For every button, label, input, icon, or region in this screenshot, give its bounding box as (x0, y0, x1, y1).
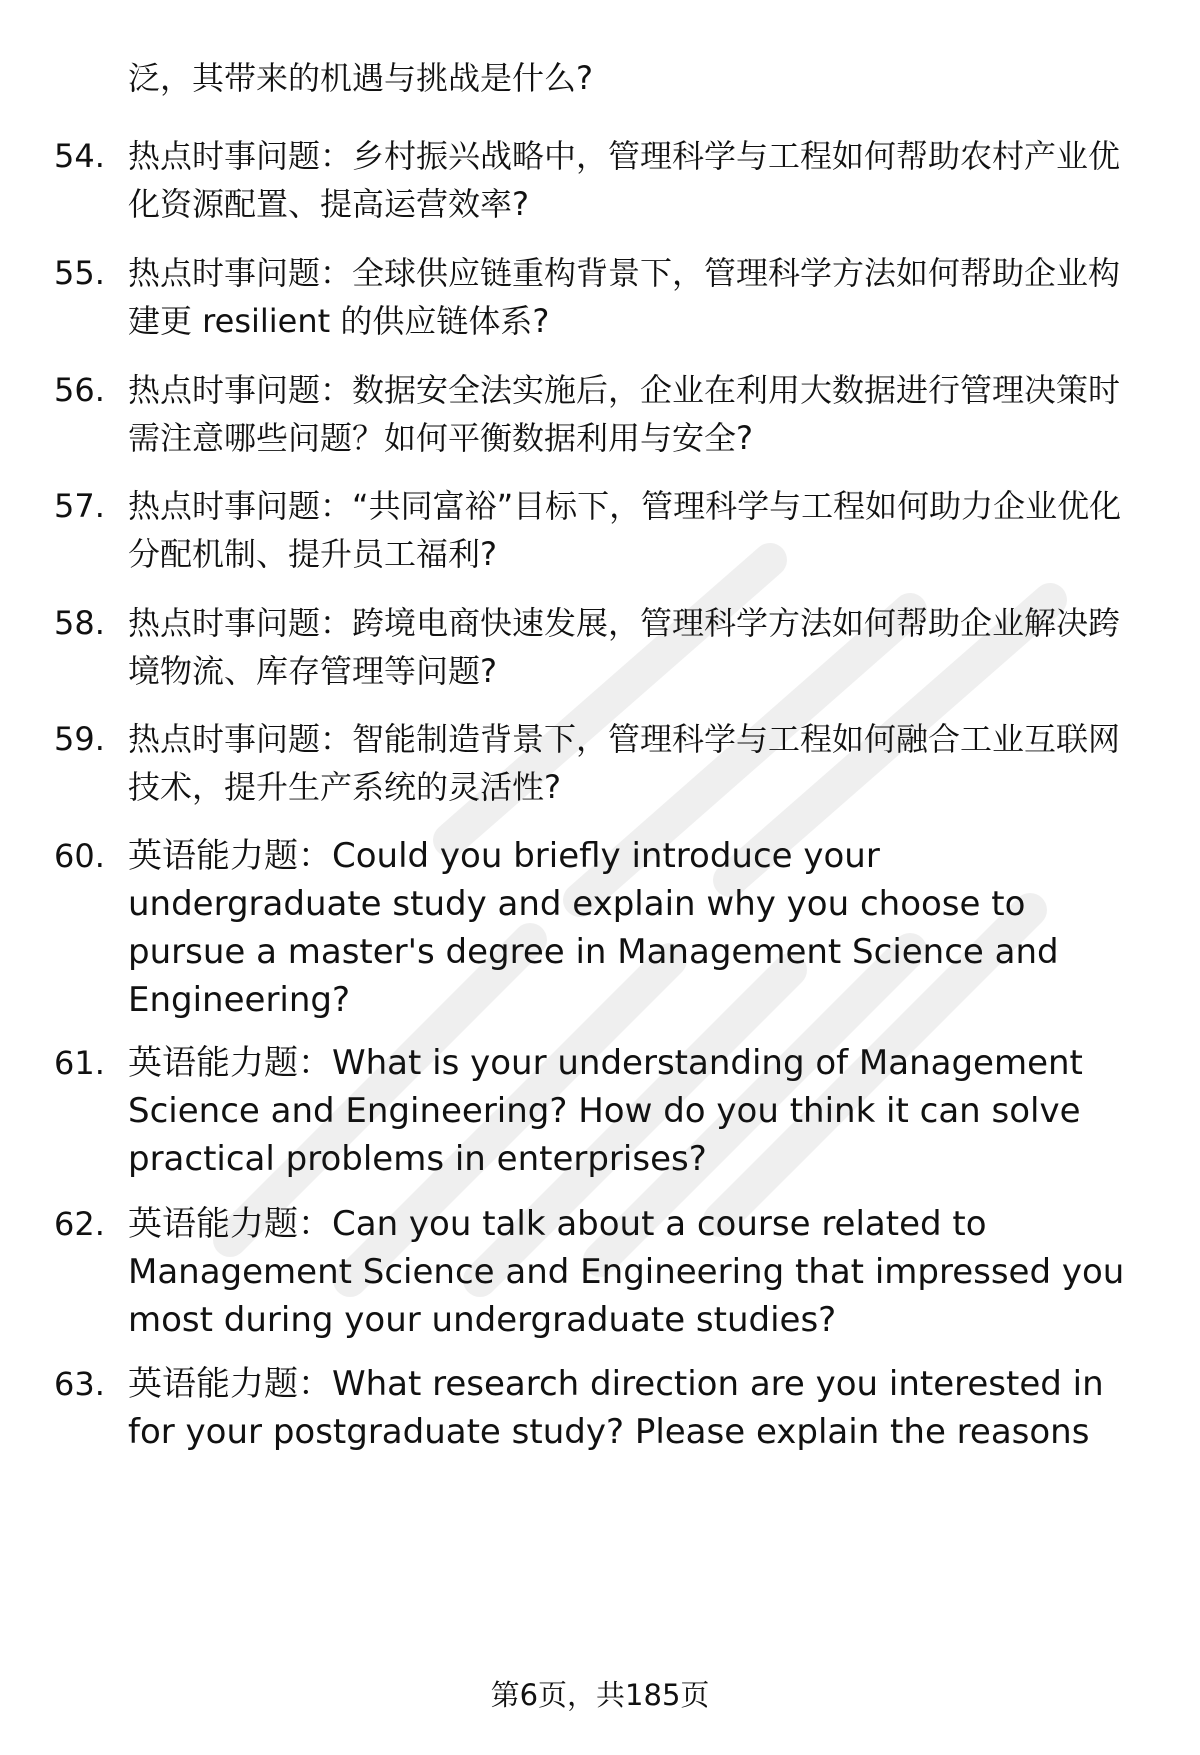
question-number: 61. (54, 1044, 105, 1082)
question-text: 英语能力题：Could you briefly introduce your undergraduate study and explain why you choose to pursue a master's degree in Management Science and Engineering? (128, 836, 1059, 1020)
question-text: 热点时事问题：“共同富裕”目标下，管理科学与工程如何助力企业优化分配机制、提升员工福利? (128, 487, 1122, 573)
question-text: 英语能力题：Can you talk about a course related to Management Science and Engineering that impressed you most during your undergraduate studies? (128, 1204, 1125, 1340)
question-number: 58. (54, 604, 105, 642)
question-text: 英语能力题：What research direction are you interested in for your postgraduate study? Please explain the reasons (128, 1364, 1104, 1452)
question-text: 热点时事问题：跨境电商快速发展，管理科学方法如何帮助企业解决跨境物流、库存管理等问题? (128, 604, 1121, 690)
question-text: 热点时事问题：乡村振兴战略中，管理科学与工程如何帮助农村产业优化资源配置、提高运营效率? (128, 137, 1121, 223)
question-number: 56. (54, 371, 105, 409)
question-number: 62. (54, 1205, 105, 1243)
question-text: 热点时事问题：全球供应链重构背景下，管理科学方法如何帮助企业构建更 resilient 的供应链体系? (128, 254, 1121, 340)
question-number: 54. (54, 137, 105, 175)
question-number: 55. (54, 254, 105, 292)
page-footer: 第6页，共185页 (490, 1678, 710, 1712)
question-text: 热点时事问题：数据安全法实施后，企业在利用大数据进行管理决策时需注意哪些问题？如何平衡数据利用与安全? (128, 371, 1121, 457)
question-number: 60. (54, 837, 105, 875)
question-number: 59. (54, 720, 105, 758)
question-text: 英语能力题：What is your understanding of Management Science and Engineering? How do you think it can solve practical problems in enterprises? (128, 1043, 1083, 1179)
question-text: 热点时事问题：智能制造背景下，管理科学与工程如何融合工业互联网技术，提升生产系统的灵活性? (128, 720, 1121, 806)
question-number: 57. (54, 487, 105, 525)
continuation-text: 泛，其带来的机遇与挑战是什么? (128, 59, 593, 97)
question-number: 63. (54, 1365, 105, 1403)
